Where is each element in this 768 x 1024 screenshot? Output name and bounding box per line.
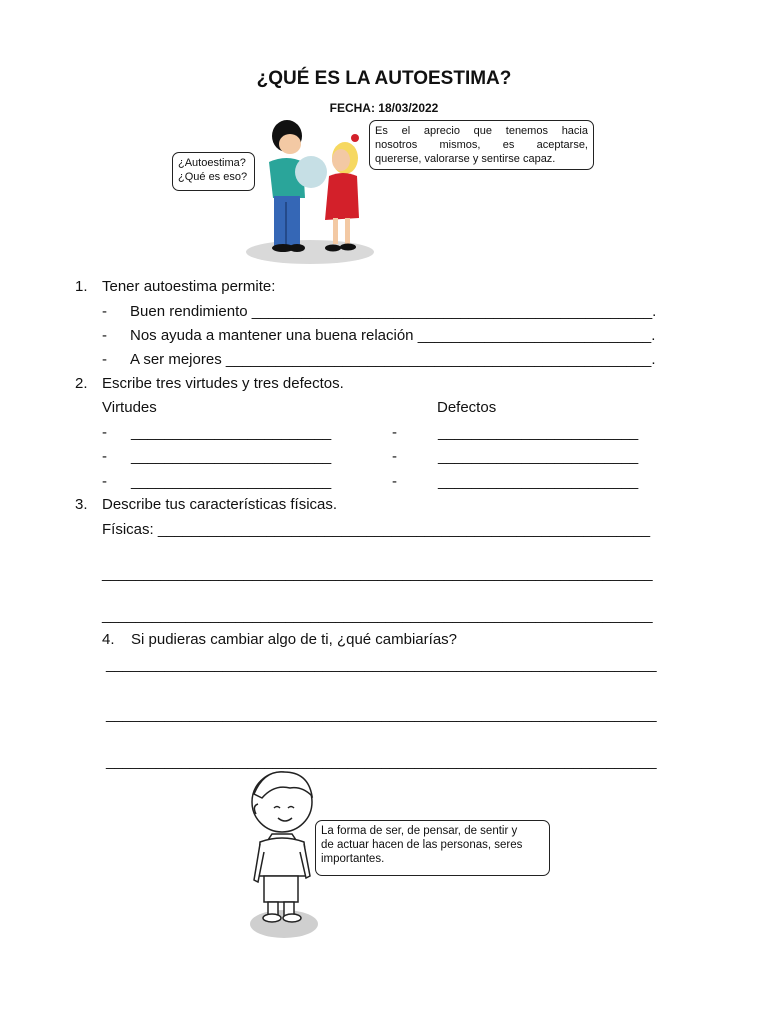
q3-text: Describe tus características físicas. xyxy=(102,496,338,513)
bubble-line: nosotros mismos, es aceptarse, xyxy=(375,139,588,151)
q1-text: Tener autoestima permite: xyxy=(102,278,276,295)
virtud-blank-3: ________________________ xyxy=(131,473,332,490)
q3-answer-line: __________________________________________________________________ xyxy=(102,607,653,624)
q1-item-2: Nos ayuda a mantener una buena relación ____________________________. xyxy=(130,327,656,344)
q1-item-3: A ser mejores ___________________________________________________. xyxy=(130,351,656,368)
q1-number: 1. xyxy=(75,278,88,295)
q1-item-dash: - xyxy=(102,327,107,344)
q4-answer-line: __________________________________________________________________ xyxy=(106,753,657,770)
q4-number: 4. xyxy=(102,631,115,648)
boy-illustration xyxy=(244,768,324,943)
bubble-line: La forma de ser, de pensar, de sentir y xyxy=(321,825,518,837)
bubble-line: quererse, valorarse y sentirse capaz. xyxy=(375,153,556,165)
defecto-blank-3: ________________________ xyxy=(438,473,639,490)
bubble-line: Es el aprecio que tenemos hacia xyxy=(375,125,588,137)
children-illustration xyxy=(245,118,380,268)
q3-answer-line: __________________________________________________________________ xyxy=(102,565,653,582)
q1-item-dash: - xyxy=(102,303,107,320)
bottom-speech-bubble xyxy=(315,820,550,876)
q1-item-1: Buen rendimiento ________________________________________________. xyxy=(130,303,657,320)
bubble-line: ¿Autoestima? xyxy=(178,157,246,169)
defecto-dash: - xyxy=(392,473,397,490)
defecto-blank-1: ________________________ xyxy=(438,424,639,441)
page-title: ¿QUÉ ES LA AUTOESTIMA? xyxy=(256,68,512,89)
boy-speech-bubble xyxy=(172,152,255,191)
bubble-line: importantes. xyxy=(321,853,385,865)
date-label: FECHA: 18/03/2022 xyxy=(329,101,439,115)
q3-number: 3. xyxy=(75,496,88,513)
virtud-blank-2: ________________________ xyxy=(131,448,332,465)
virtud-dash: - xyxy=(102,424,107,441)
virtud-dash: - xyxy=(102,473,107,490)
virtud-blank-1: ________________________ xyxy=(131,424,332,441)
bubble-line: ¿Qué es eso? xyxy=(178,171,248,183)
defecto-dash: - xyxy=(392,424,397,441)
girl-speech-bubble xyxy=(369,120,594,170)
fisicas-line: Físicas: ___________________________________________________________ xyxy=(102,521,651,538)
q1-item-dash: - xyxy=(102,351,107,368)
virtudes-header: Virtudes xyxy=(102,399,157,416)
bubble-line: de actuar hacen de las personas, seres xyxy=(321,839,523,851)
q4-answer-line: __________________________________________________________________ xyxy=(106,706,657,723)
defecto-blank-2: ________________________ xyxy=(438,448,639,465)
defectos-header: Defectos xyxy=(437,399,497,416)
q2-number: 2. xyxy=(75,375,88,392)
defecto-dash: - xyxy=(392,448,397,465)
q2-text: Escribe tres virtudes y tres defectos. xyxy=(102,375,344,392)
q4-answer-line: __________________________________________________________________ xyxy=(106,656,657,673)
q4-text: Si pudieras cambiar algo de ti, ¿qué cambiarías? xyxy=(131,631,458,648)
virtud-dash: - xyxy=(102,448,107,465)
